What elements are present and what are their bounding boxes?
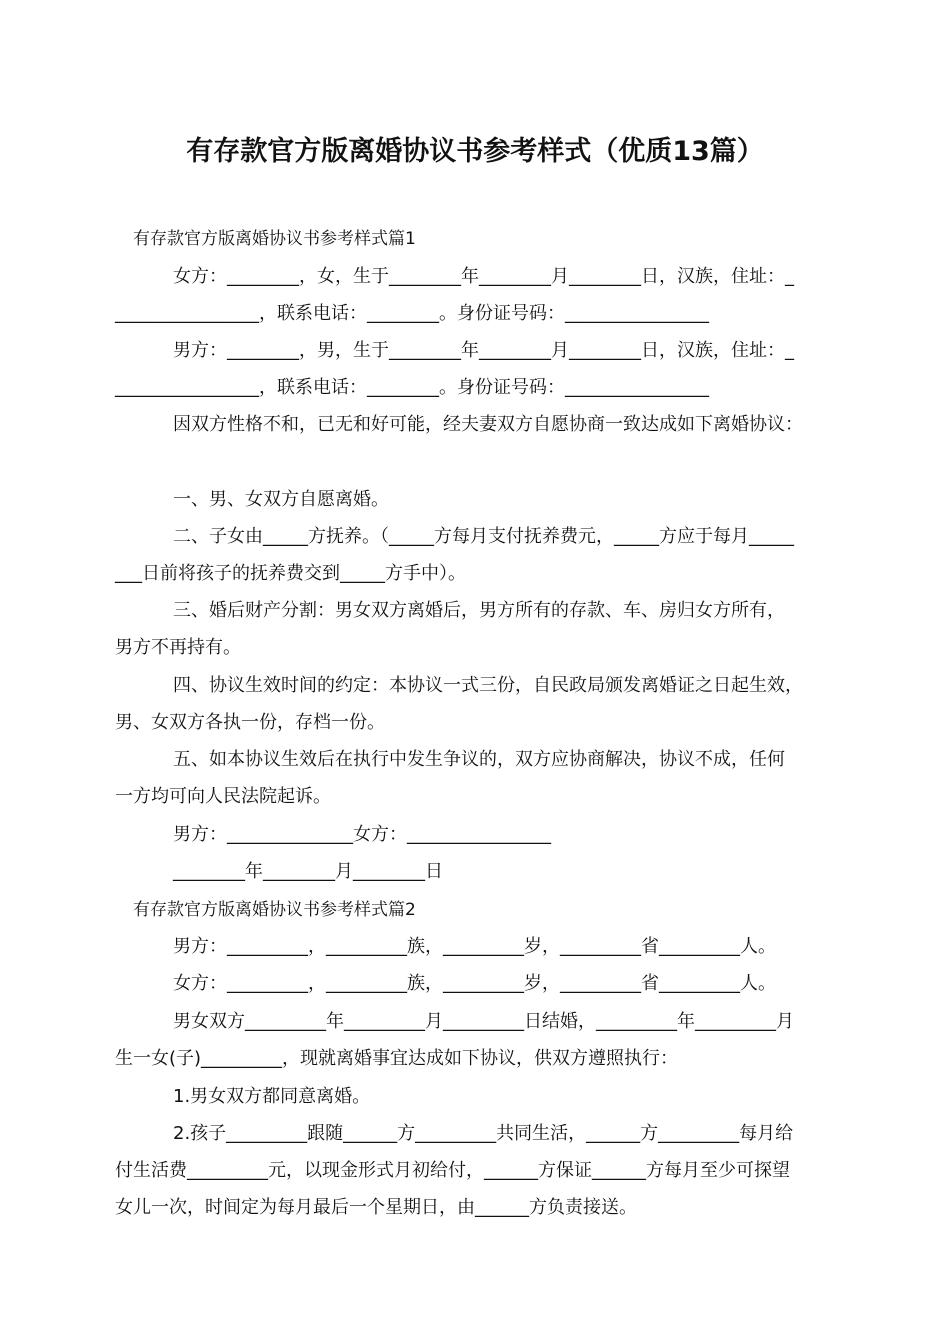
clause-4-line-2: 男、女双方各执一份，存档一份。	[115, 712, 385, 733]
female-contact-line: ________________，联系电话：________。身份证号码：________________	[115, 303, 709, 324]
item-2-line-1: 2.孩子_________跟随______方_________共同生活，______方_________每月给	[173, 1123, 794, 1144]
date-line: ________年________月________日	[173, 861, 443, 882]
child-birth-line: 生一女(子)_________，现就离婚事宜达成如下协议，供双方遵照执行：	[115, 1048, 679, 1069]
male-contact-line: ________________，联系电话：________。身份证号码：________________	[115, 377, 709, 398]
clause-5-line-1: 五、如本协议生效后在执行中发生争议的，双方应协商解决，协议不成，任何	[173, 749, 785, 770]
clause-4-line-1: 四、协议生效时间的约定：本协议一式三份，自民政局颁发离婚证之日起生效，	[173, 675, 803, 696]
item-2-line-2: 付生活费_________元，以现金形式月初给付，______方保证______方每月至少可探望	[115, 1160, 790, 1181]
clause-2-line-2: ___日前将孩子的抚养费交到_____方手中）。	[115, 563, 466, 584]
clause-2-line-1: 二、子女由_____方抚养。（_____方每月支付抚养费元，_____方应于每月_____	[173, 526, 794, 547]
section-heading-1: 有存款官方版离婚协议书参考样式篇1	[133, 229, 416, 249]
clause-1: 一、男、女双方自愿离婚。	[173, 489, 389, 510]
section-heading-2: 有存款官方版离婚协议书参考样式篇2	[133, 900, 416, 920]
document-title: 有存款官方版离婚协议书参考样式（优质13篇）	[186, 136, 764, 167]
clause-5-line-2: 一方均可向人民法院起诉。	[115, 786, 331, 807]
item-1: 1.男女双方都同意离婚。	[173, 1086, 371, 1107]
female-party-line-2: 女方：_________，_________族，_________岁，_________省_________人。	[173, 973, 776, 994]
marriage-date-line: 男女双方_________年_________月_________日结婚，_________年_________月	[173, 1011, 794, 1032]
clause-3-line-1: 三、婚后财产分割：男女双方离婚后，男方所有的存款、车、房归女方所有，	[173, 600, 785, 621]
agreement-intro: 因双方性格不和，已无和好可能，经夫妻双方自愿协商一致达成如下离婚协议：	[173, 414, 803, 435]
male-party-line: 男方：________，男，生于________年________月________日，汉族，住址：_	[173, 340, 794, 361]
signature-line: 男方：______________女方：________________	[173, 824, 551, 845]
male-party-line-2: 男方：_________，_________族，_________岁，_________省_________人。	[173, 936, 776, 957]
female-party-line: 女方：________，女，生于________年________月________日，汉族，住址：_	[173, 266, 794, 287]
clause-3-line-2: 男方不再持有。	[115, 637, 241, 658]
item-2-line-3: 女儿一次，时间定为每月最后一个星期日，由______方负责接送。	[115, 1197, 637, 1218]
